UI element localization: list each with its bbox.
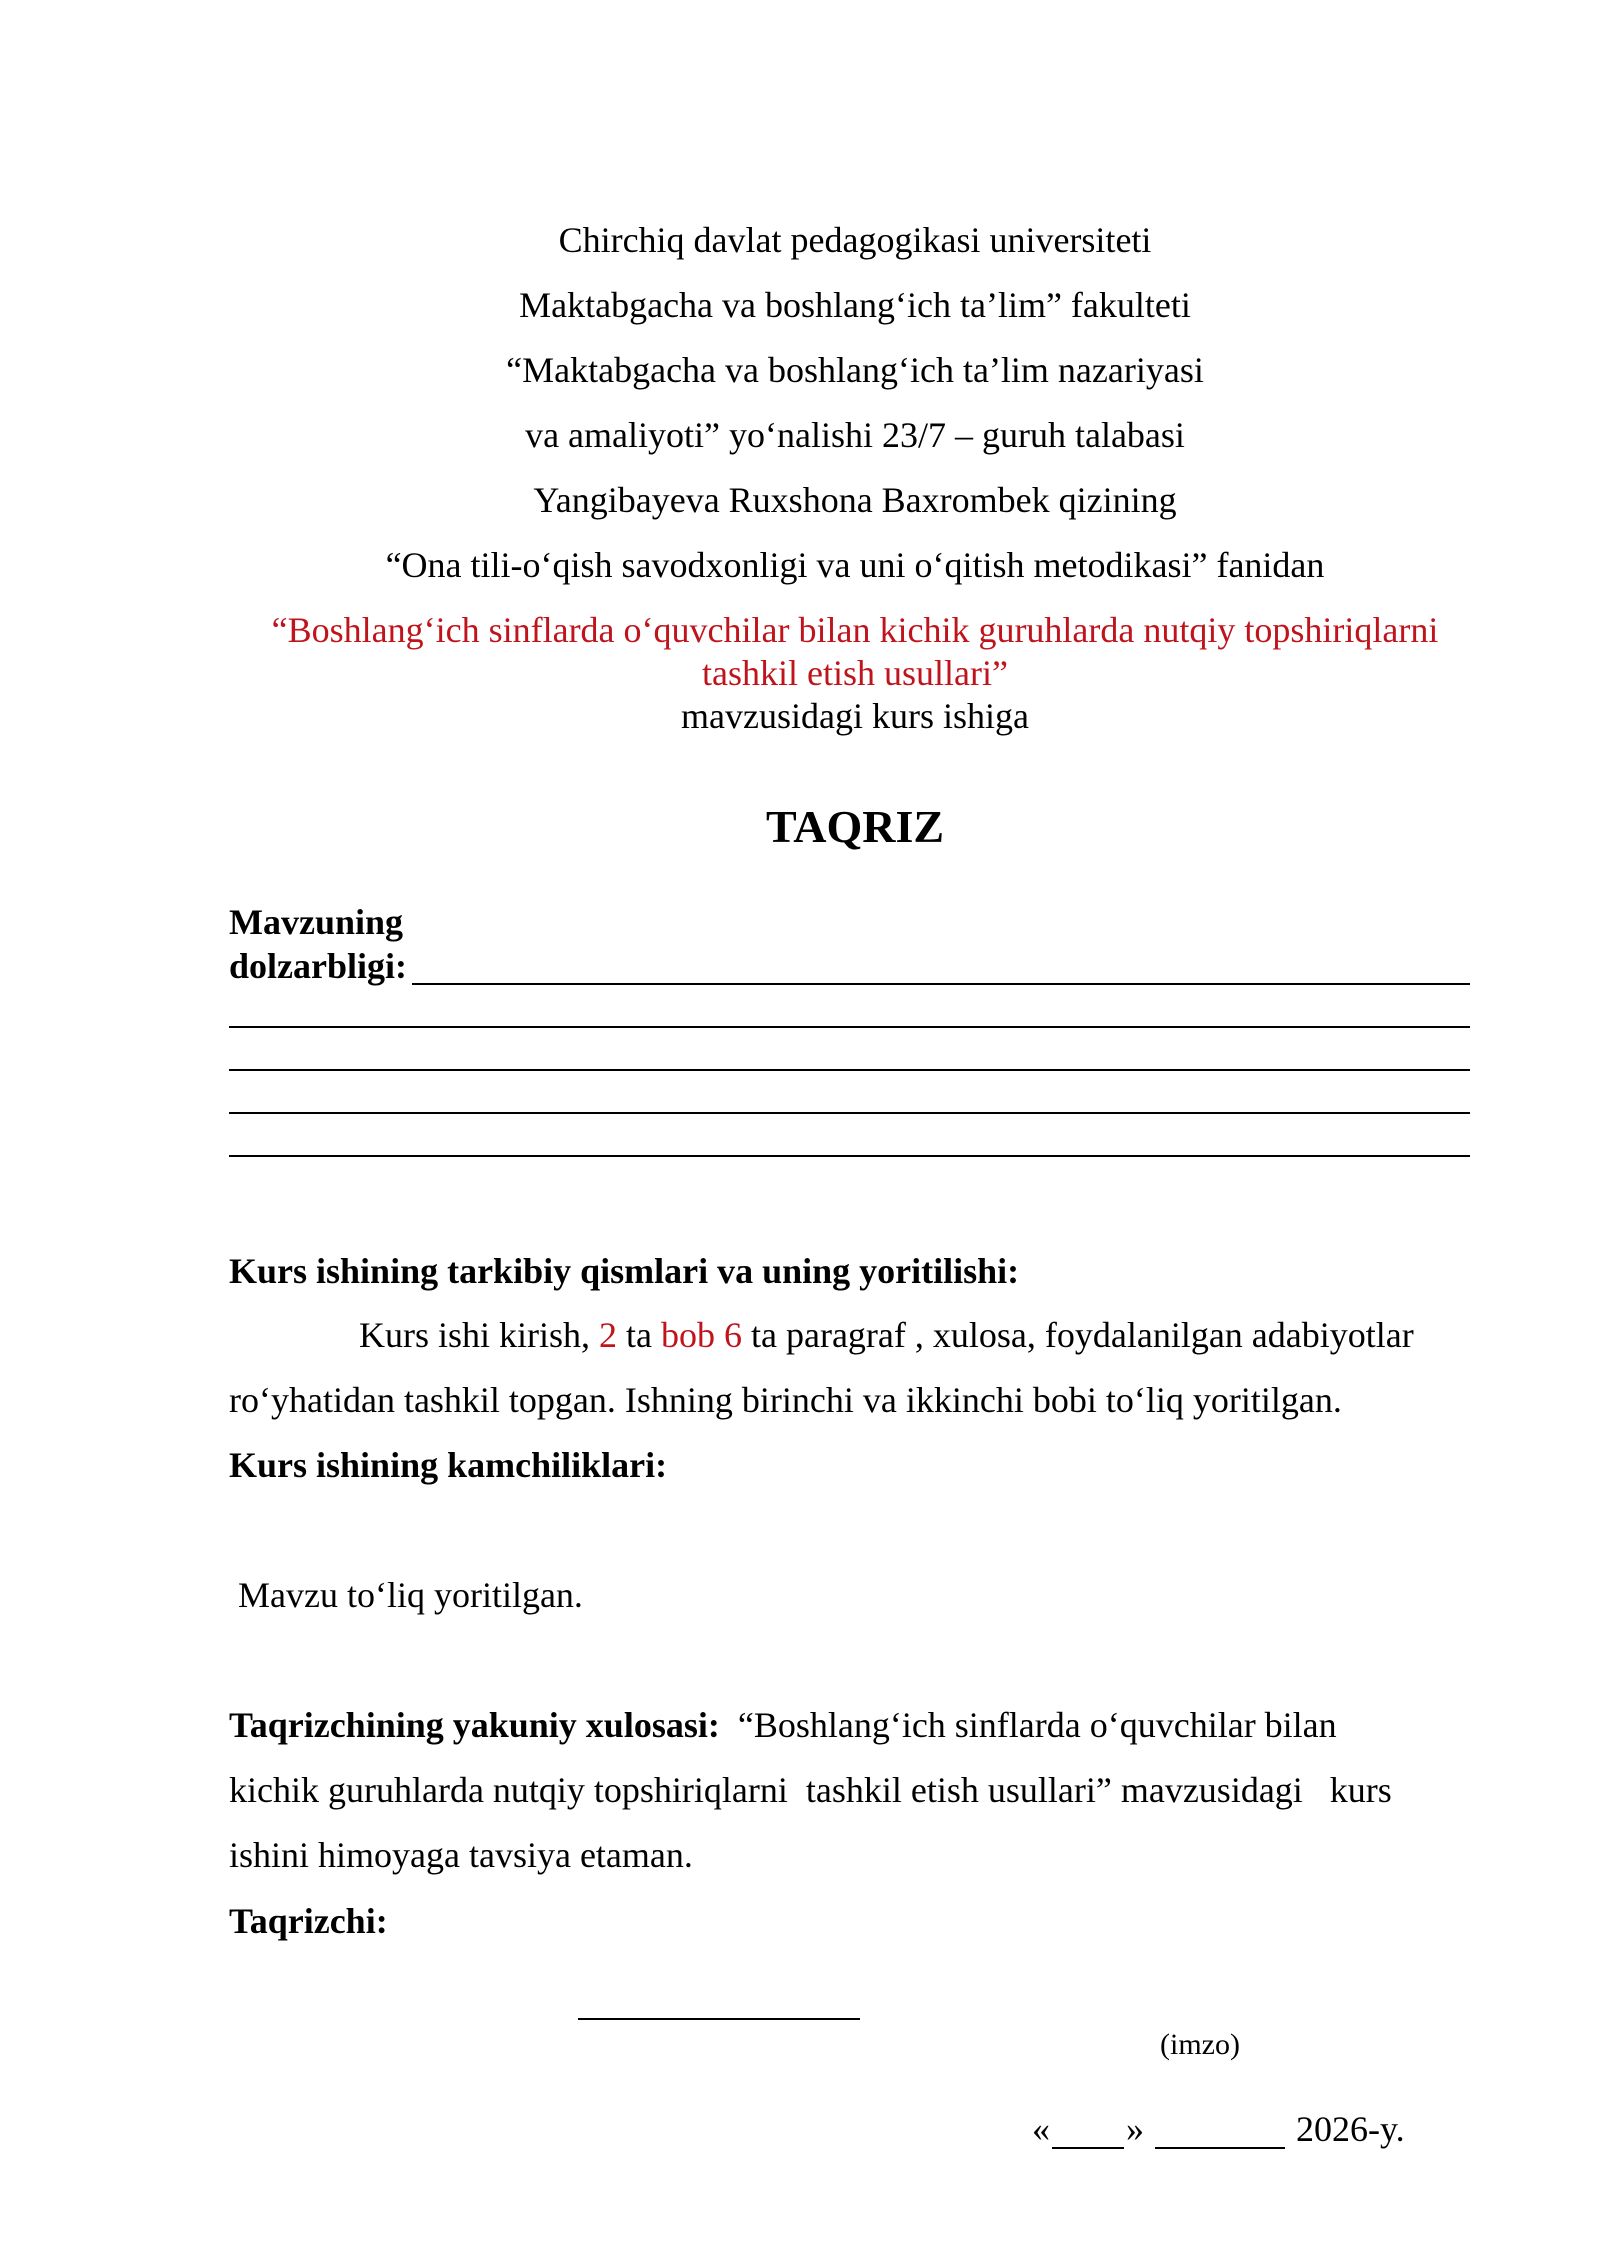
year-text: 2026-y. — [1296, 2109, 1405, 2149]
student-name: Yangibayeva Ruxshona Baxrombek qizining — [533, 480, 1177, 520]
conclusion-line1 — [229, 1693, 1479, 1758]
topic-line1: “Boshlang‘ich sinflarda o‘quvchilar bilan kichik guruhlarda nutqiy topshiriqlarni — [271, 610, 1439, 650]
conclusion-text-line3: ishini himoyaga tavsiya etaman. — [229, 1835, 693, 1875]
date-close-quote: » — [1126, 2109, 1144, 2149]
shortcomings-heading: Kurs ishining kamchiliklari: — [229, 1445, 668, 1485]
signature-caption: (imzo) — [1160, 2028, 1240, 2061]
structure-text-c: ta paragraf , xulosa, foydalanilgan adabiyotlar — [742, 1315, 1414, 1355]
conclusion-heading: Taqrizchining yakuniy xulosasi: — [229, 1705, 720, 1745]
subject-name: “Ona tili-o‘qish savodxonligi va uni o‘qitish metodikasi” fanidan — [385, 545, 1325, 585]
structure-text-line1 — [229, 1303, 1479, 1368]
relevance-label-line1: Mavzuning — [229, 902, 404, 942]
date-open-quote: « — [1032, 2109, 1050, 2149]
university-name: Chirchiq davlat pedagogikasi universiteti — [558, 220, 1152, 260]
structure-text-a: Kurs ishi kirish, — [359, 1315, 600, 1355]
shortcomings-text: Mavzu to‘liq yoritilgan. — [238, 1575, 583, 1615]
relevance-blank-line — [229, 1026, 1470, 1028]
program-name-line1: “Maktabgacha va boshlang‘ich ta’lim nazariyasi — [506, 350, 1204, 390]
chapter-count: 2 — [599, 1315, 618, 1355]
month-blank-line — [1155, 2147, 1285, 2149]
structure-heading: Kurs ishining tarkibiy qismlari va uning yoritilishi: — [229, 1251, 1020, 1291]
conclusion-text-line2: kichik guruhlarda nutqiy topshiriqlarni tashkil etish usullari” mavzusidagi kurs — [229, 1770, 1392, 1810]
relevance-blank-line — [229, 1155, 1470, 1157]
bob-count: bob 6 — [661, 1315, 742, 1355]
conclusion-text-line1: “Boshlang‘ich sinflarda o‘quvchilar bilan — [737, 1705, 1337, 1745]
relevance-label-line2: dolzarbligi: — [229, 946, 407, 986]
program-name-line2: va amaliyoti” yo‘nalishi 23/7 – guruh talabasi — [525, 415, 1185, 455]
relevance-blank-line — [412, 983, 1470, 985]
structure-text-line2: ro‘yhatidan tashkil topgan. Ishning birinchi va ikkinchi bobi to‘liq yoritilgan. — [229, 1380, 1342, 1420]
relevance-blank-line — [229, 1112, 1470, 1114]
day-blank-line — [1052, 2147, 1124, 2149]
structure-text-b: ta — [617, 1315, 661, 1355]
reviewer-label: Taqrizchi: — [229, 1901, 388, 1941]
faculty-name: Maktabgacha va boshlang‘ich ta’lim” fakulteti — [519, 285, 1191, 325]
topic-line2: tashkil etish usullari” — [702, 653, 1008, 693]
relevance-blank-line — [229, 1069, 1470, 1071]
course-work-caption: mavzusidagi kurs ishiga — [681, 696, 1029, 736]
signature-line — [578, 2018, 860, 2020]
document-title: TAQRIZ — [765, 801, 945, 852]
